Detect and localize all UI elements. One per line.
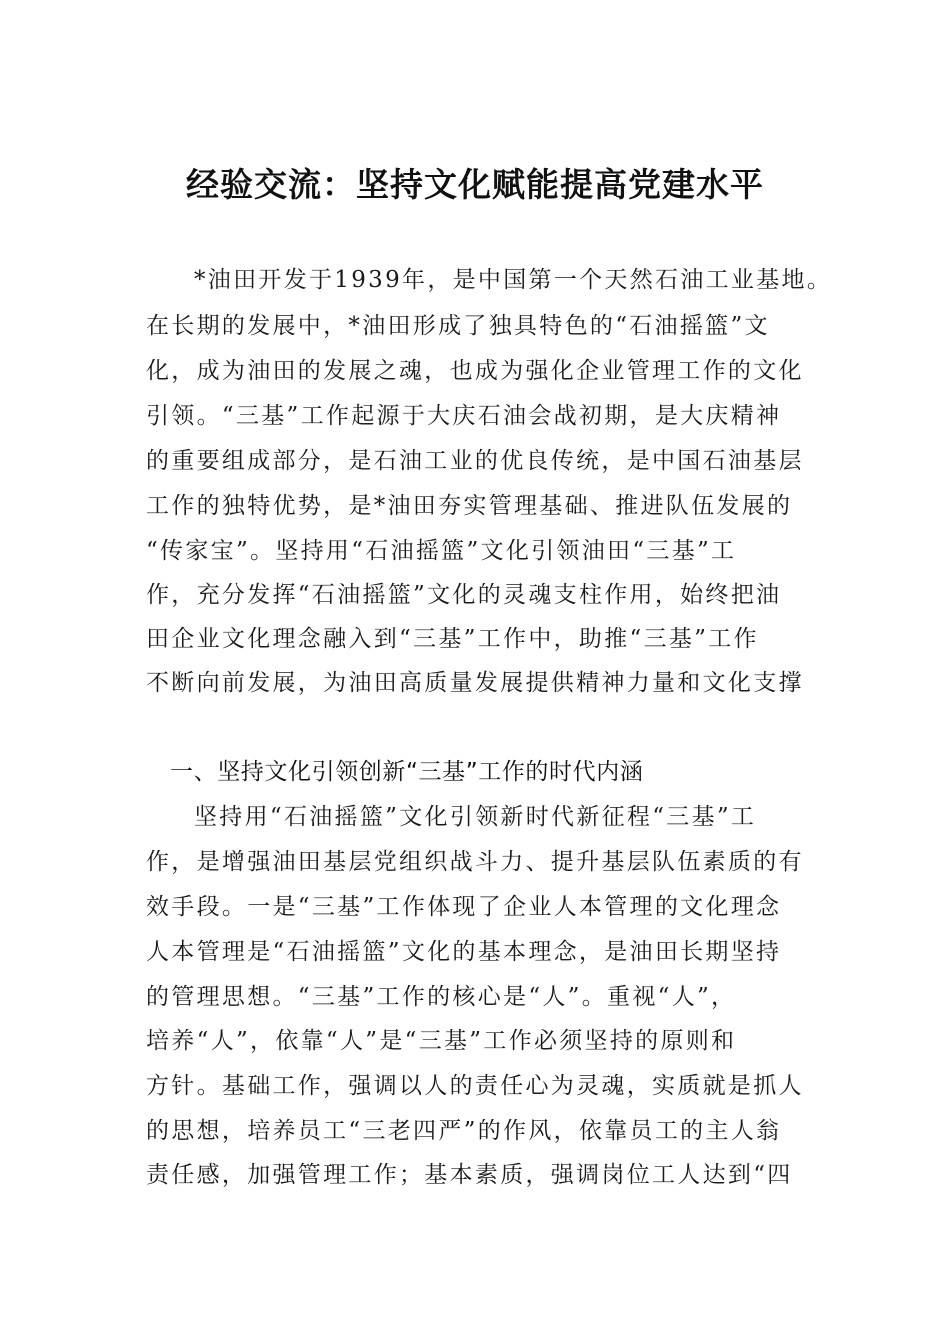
document-title: 经验交流：坚持文化赋能提高党建水平 <box>186 165 764 204</box>
section-line: 的管理思想。“三基”工作的核心是“人”。重视“人”， <box>146 984 737 1010</box>
section-line: 坚持用“石油摇篮”文化引领新时代新征程“三基”工 <box>194 804 757 830</box>
intro-line: 不断向前发展，为油田高质量发展提供精神力量和文化支撑 <box>146 670 804 696</box>
intro-line: 工作的独特优势，是*油田夯实管理基础、推进队伍发展的 <box>146 493 793 519</box>
section-line: 方针。基础工作，强调以人的责任心为灵魂，实质就是抓人 <box>146 1073 804 1099</box>
section-line: 培养“人”，依靠“人”是“三基”工作必须坚持的原则和 <box>146 1028 737 1054</box>
intro-line: 的重要组成部分，是石油工业的优良传统，是中国石油基层 <box>146 448 804 474</box>
section-line: 作，是增强油田基层党组织战斗力、提升基层队伍素质的有 <box>146 849 804 875</box>
intro-line: 田企业文化理念融入到“三基”工作中，助推“三基”工作 <box>146 626 759 652</box>
intro-line: 化，成为油田的发展之魂，也成为强化企业管理工作的文化 <box>146 358 804 384</box>
section-heading: 一、坚持文化引领创新“三基”工作的时代内涵 <box>170 759 644 785</box>
section-line: 效手段。一是“三基”工作体现了企业人本管理的文化理念 <box>146 894 782 920</box>
intro-line: “传家宝”。坚持用“石油摇篮”文化引领油田“三基”工 <box>146 538 737 564</box>
section-line: 人本管理是“石油摇篮”文化的基本理念，是油田长期坚持 <box>146 939 782 965</box>
intro-line: *油田开发于1939年，是中国第一个天然石油工业基地。 <box>194 267 833 293</box>
intro-line: 作，充分发挥“石油摇篮”文化的灵魂支柱作用，始终把油 <box>146 582 782 608</box>
section-line: 的思想，培养员工“三老四严”的作风，依靠员工的主人翁 <box>146 1118 782 1144</box>
intro-line: 在长期的发展中，*油田形成了独具特色的“石油摇篮”文 <box>146 313 770 339</box>
intro-line: 引领。“三基”工作起源于大庆石油会战初期，是大庆精神 <box>146 403 782 429</box>
section-line: 责任感，加强管理工作；基本素质，强调岗位工人达到“四 <box>146 1162 793 1188</box>
